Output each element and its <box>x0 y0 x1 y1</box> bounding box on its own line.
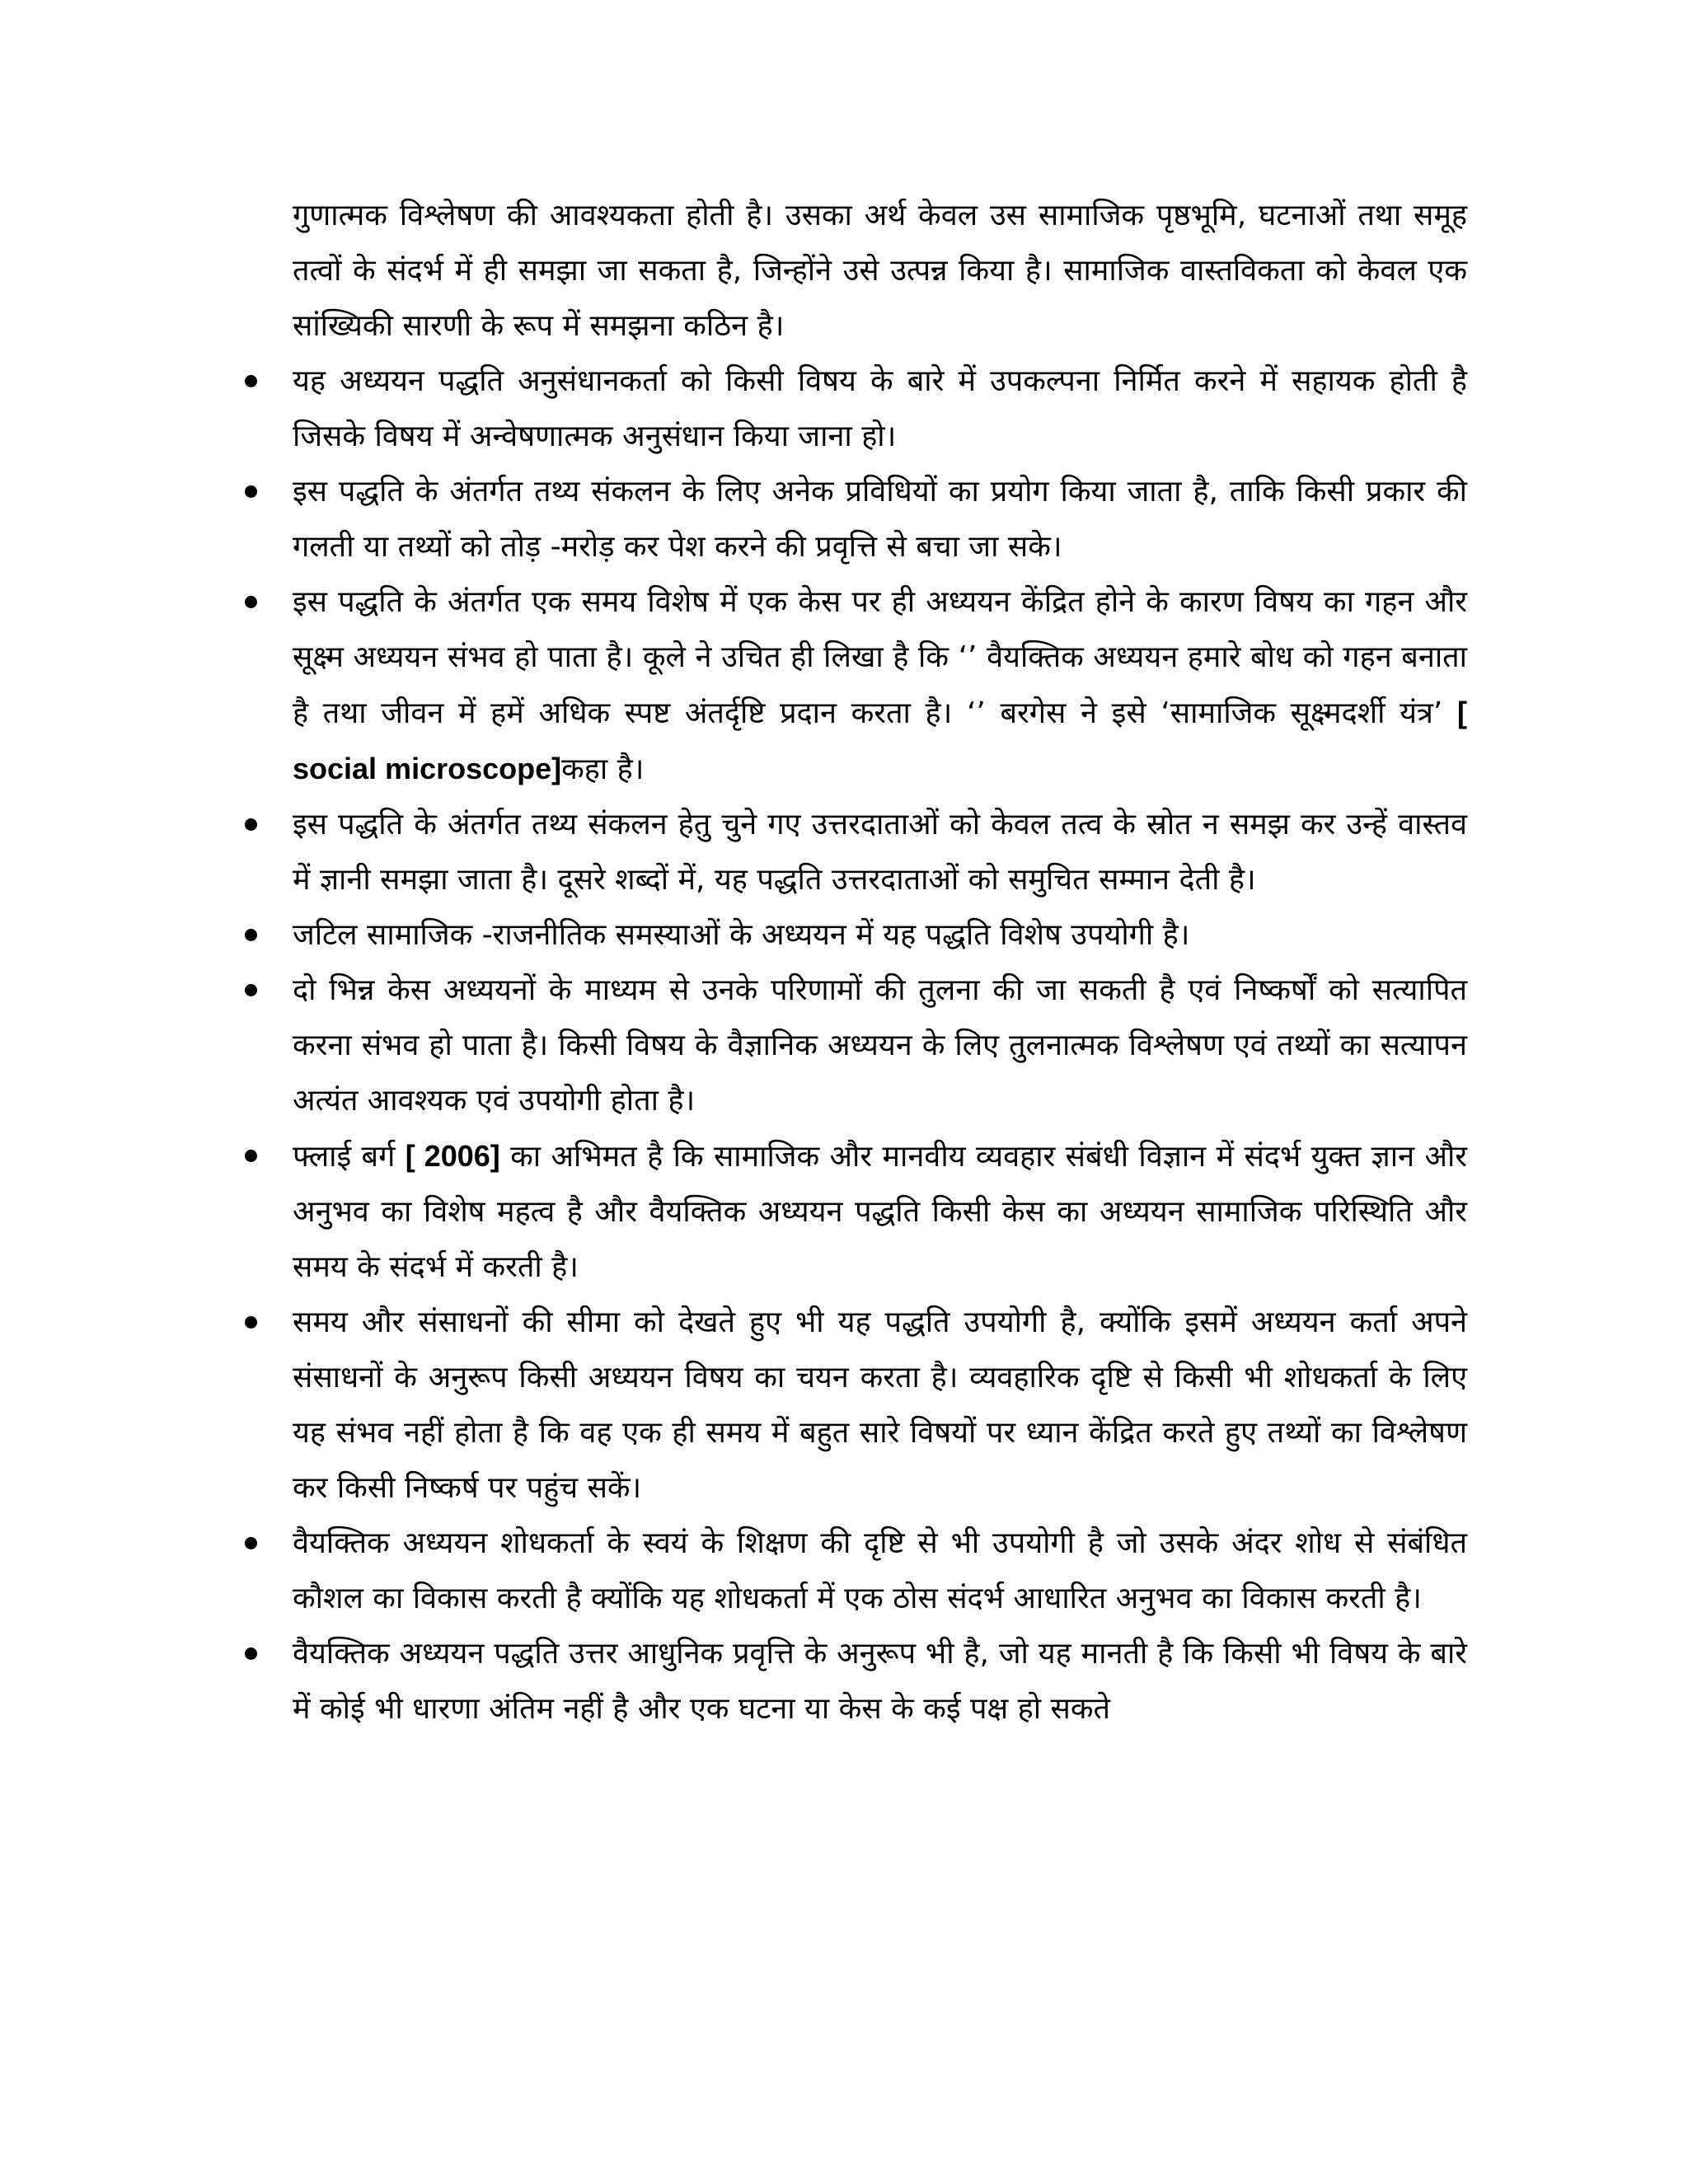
bullet-icon <box>245 818 257 831</box>
bullet-text: इस पद्धति के अंतर्गत एक समय विशेष में एक केस पर ही अध्ययन केंद्रित होने के कारण विषय का गहन और सूक्ष्म अध्ययन संभव हो पाता है। कूले ने उचित ही लिखा है कि ‘’ वैयक्तिक अध्ययन हमारे बोध को गहन बनाता है तथा जीवन में हमें अधिक स्पष्ट अंतर्दृष्टि प्रदान करता है। ‘’ बरगेस ने इसे ‘सामाजिक सूक्ष्मदर्शी यंत्र’ <box>293 585 1467 730</box>
bullet-text: वैयक्तिक अध्ययन शोधकर्ता के स्वयं के शिक्षण की दृष्टि से भी उपयोगी है जो उसके अंदर शोध से संबंधित कौशल का विकास करती है क्योंकि यह शोधकर्ता में एक ठोस संदर्भ आधारित अनुभव का विकास करती है। <box>293 1526 1467 1615</box>
intro-paragraph: गुणात्मक विश्लेषण की आवश्यकता होती है। उसका अर्थ केवल उस सामाजिक पृष्ठभूमि, घटनाओं तथा समूह तत्वों के संदर्भ में ही समझा जा सकता है, जिन्होंने उसे उत्पन्न किया है। सामाजिक वास्तविकता को केवल एक सांख्यिकी सारणी के रूप में समझना कठिन है। <box>293 199 1467 343</box>
bullet-item-7 <box>293 1128 1467 1295</box>
bullet-text: इस पद्धति के अंतर्गत तथ्य संकलन के लिए अनेक प्रविधियों का प्रयोग किया जाता है, ताकि किसी प्रकार की गलती या तथ्यों को तोड़ -मरोड़ कर पेश करने की प्रवृत्ति से बचा जा सके। <box>293 475 1467 564</box>
bullet-item-3 <box>293 574 1467 797</box>
bullet-icon <box>245 929 257 941</box>
bold-term: [ social microscope] <box>293 696 1467 785</box>
bullet-text: यह अध्ययन पद्धति अनुसंधानकर्ता को किसी विषय के बारे में उपकल्पना निर्मित करने में सहायक होती है जिसके विषय में अन्वेषणात्मक अनुसंधान किया जाना हो। <box>293 364 1467 453</box>
bullet-item-6 <box>293 963 1467 1128</box>
bullet-text: समय और संसाधनों की सीमा को देखते हुए भी यह पद्धति उपयोगी है, क्योंकि इसमें अध्ययन कर्ता अपने संसाधनों के अनुरूप किसी अध्ययन विषय का चयन करता है। व्यवहारिक दृष्टि से किसी भी शोधकर्ता के लिए यह संभव नहीं होता है कि वह एक ही समय में बहुत सारे विषयों पर ध्यान केंद्रित करते हुए तथ्यों का विश्लेषण कर किसी निष्कर्ष पर पहुंच सकें। <box>293 1305 1467 1505</box>
bold-year: [ 2006] <box>405 1139 500 1173</box>
bullet-item-4 <box>293 797 1467 907</box>
bullet-icon <box>245 1537 257 1549</box>
bullet-icon <box>245 1150 257 1162</box>
bullet-item-8 <box>293 1295 1467 1516</box>
document-body <box>293 188 1467 1736</box>
bullet-item-10 <box>293 1626 1467 1736</box>
bullet-item-5 <box>293 907 1467 963</box>
bullet-icon <box>245 984 257 996</box>
bullet-text: जटिल सामाजिक -राजनीतिक समस्याओं के अध्ययन में यह पद्धति विशेष उपयोगी है। <box>293 918 1190 952</box>
bullet-text: वैयक्तिक अध्ययन पद्धति उत्तर आधुनिक प्रवृत्ति के अनुरूप भी है, जो यह मानती है कि किसी भी विषय के बारे में कोई भी धारणा अंतिम नहीं है और एक घटना या केस के कई पक्ष हो सकते <box>293 1637 1467 1726</box>
bullet-item-9 <box>293 1516 1467 1626</box>
bullet-item-2 <box>293 464 1467 574</box>
bullet-text: दो भिन्न केस अध्ययनों के माध्यम से उनके परिणामों की तुलना की जा सकती है एवं निष्कर्षों को सत्यापित करना संभव हो पाता है। किसी विषय के वैज्ञानिक अध्ययन के लिए तुलनात्मक विश्लेषण एवं तथ्यों का सत्यापन अत्यंत आवश्यक एवं उपयोगी होता है। <box>293 973 1467 1118</box>
bullet-list <box>293 354 1467 1736</box>
bullet-icon <box>245 596 257 608</box>
bullet-item-1 <box>293 354 1467 464</box>
bullet-icon <box>245 485 257 498</box>
bullet-icon <box>245 1316 257 1329</box>
bullet-icon <box>245 1647 257 1660</box>
bullet-text: फ्लाई बर्ग <box>293 1140 406 1174</box>
bullet-text: का अभिमत है कि सामाजिक और मानवीय व्यवहार संबंधी विज्ञान में संदर्भ युक्त ज्ञान और अनुभव का विशेष महत्व है और वैयक्तिक अध्ययन पद्धति किसी केस का अध्ययन सामाजिक परिस्थिति और समय के संदर्भ में करती है। <box>293 1140 1467 1284</box>
bullet-text: कहा है। <box>561 752 645 786</box>
bullet-text: इस पद्धति के अंतर्गत तथ्य संकलन हेतु चुने गए उत्तरदाताओं को केवल तत्व के स्रोत न समझ कर उन्हें वास्तव में ज्ञानी समझा जाता है। दूसरे शब्दों में, यह पद्धति उत्तरदाताओं को समुचित सम्मान देती है। <box>293 808 1467 897</box>
bullet-icon <box>245 375 257 387</box>
